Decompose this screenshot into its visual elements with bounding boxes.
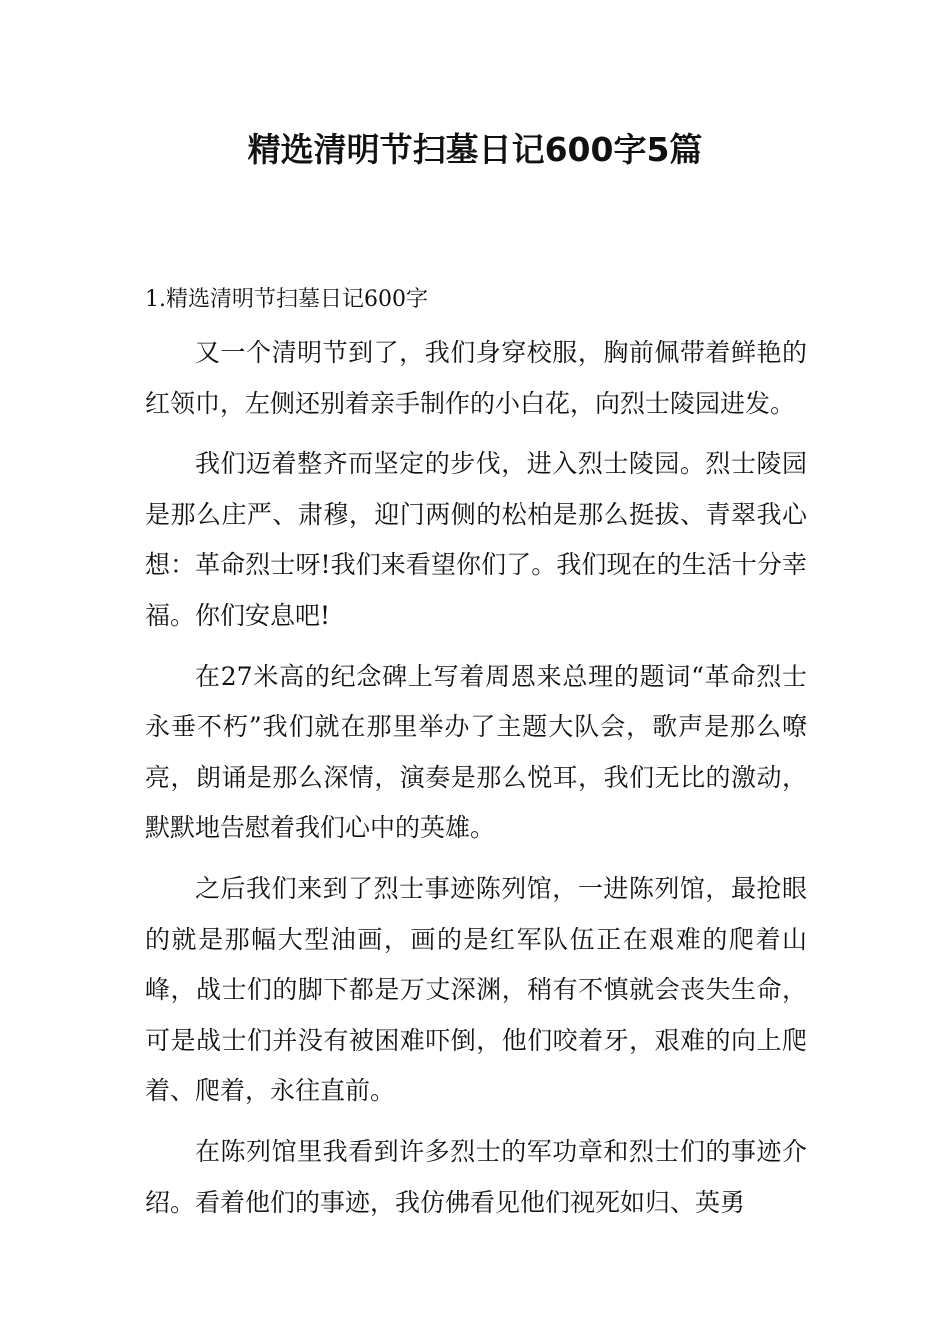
paragraph-1: 又一个清明节到了，我们身穿校服，胸前佩带着鲜艳的红领巾，左侧还别着亲手制作的小白花，向烈士陵园进发。 [145, 338, 807, 418]
paragraph-5: 在陈列馆里我看到许多烈士的军功章和烈士们的事迹介绍。看着他们的事迹，我仿佛看见他们视死如归、英勇 [145, 1136, 807, 1217]
section-heading: 1.精选清明节扫墓日记600字 [145, 287, 428, 312]
document-body [145, 280, 807, 1228]
document-title: 精选清明节扫墓日记600字5篇 [247, 130, 703, 169]
paragraph-3: 在27米高的纪念碑上写着周恩来总理的题词“革命烈士永垂不朽”我们就在那里举办了主题大队会，歌声是那么嘹亮，朗诵是那么深情，演奏是那么悦耳，我们无比的激动，默默地告慰着我们心中的英雄。 [145, 661, 807, 843]
paragraph-4: 之后我们来到了烈士事迹陈列馆，一进陈列馆，最抢眼的就是那幅大型油画，画的是红军队伍正在艰难的爬着山峰，战士们的脚下都是万丈深渊，稍有不慎就会丧失生命，可是战士们并没有被困难吓倒，他们咬着牙，艰难的向上爬着、爬着，永往直前。 [145, 873, 807, 1106]
paragraph-2: 我们迈着整齐而坚定的步伐，进入烈士陵园。烈士陵园是那么庄严、肃穆，迎门两侧的松柏是那么挺拔、青翠我心想：革命烈士呀!我们来看望你们了。我们现在的生活十分幸福。你们安息吧! [145, 449, 807, 630]
